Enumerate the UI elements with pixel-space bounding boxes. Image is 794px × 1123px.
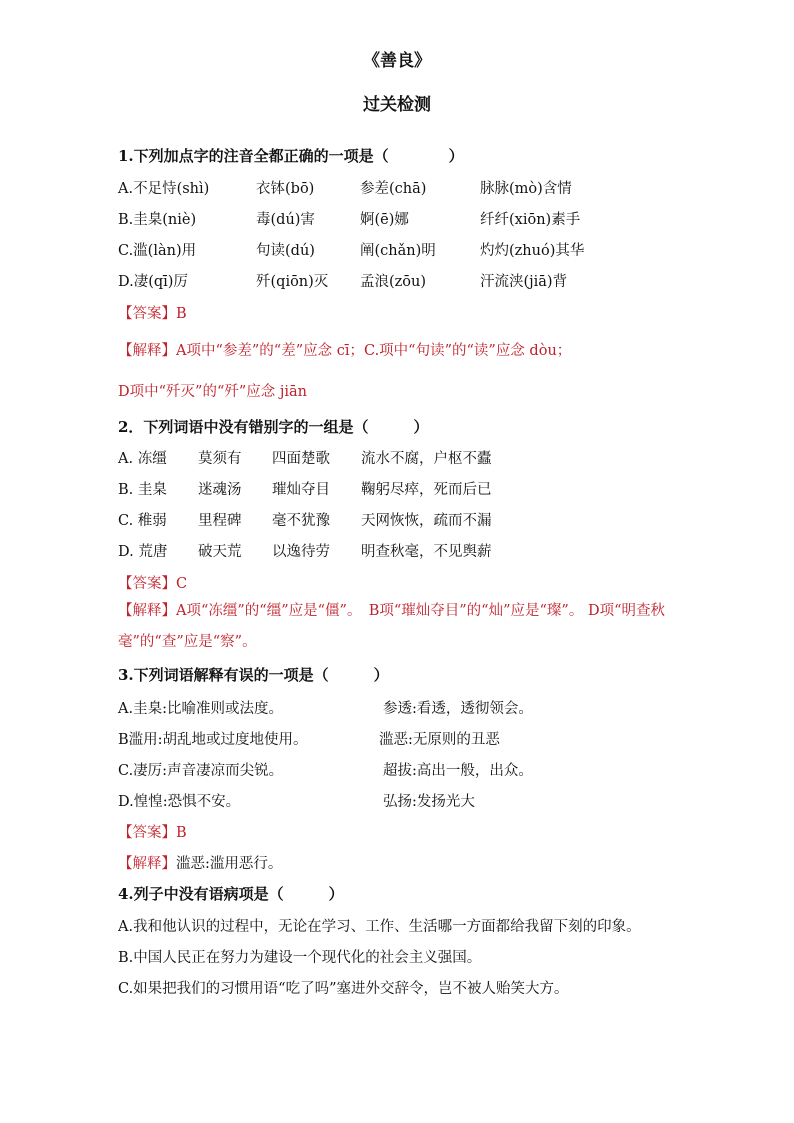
q2-row-b-col1: B. 圭臬: [118, 482, 167, 498]
q1-row-b-col3: 婀(ē)娜: [360, 212, 409, 228]
q2-row-b-col3: 璀灿夺目: [272, 482, 330, 498]
q1-row-b-col2: 毒(dú)害: [256, 212, 315, 228]
document-title: 《善良》: [363, 51, 431, 71]
q1-row-b-col1: B.圭臬(niè): [118, 212, 197, 228]
q2-row-a-col2: 莫须有: [198, 451, 242, 467]
q3-answer-label: 【答案】: [118, 825, 176, 841]
q3-stem: 3.下列词语解释有误的一项是（ ）: [118, 666, 389, 684]
q1-row-c-col2: 句读(dú): [256, 243, 315, 259]
q1-row-a-col2: 衣钵(bō): [256, 181, 315, 197]
q4-option-b: B.中国人民正在努力为建设一个现代化的社会主义强国。: [118, 950, 482, 966]
q2-row-c-col4: 天网恢恢，疏而不漏: [361, 513, 492, 529]
q2-row-a-col3: 四面楚歌: [272, 451, 330, 467]
q3-row-c-right: 超拔:高出一般，出众。: [383, 763, 533, 779]
q2-expl-text: A项“冻缰”的“缰”应是“僵”。 B项“璀灿夺目”的“灿”应是“璨”。 D项“明查秋毫”的“查”应是“察”。: [118, 603, 665, 650]
q1-row-b-col4: 纤纤(xiōn)素手: [480, 212, 581, 228]
q3-explanation: [118, 852, 282, 873]
q3-row-d-left: D.惶惶:恐惧不安。: [118, 794, 241, 810]
q3-row-b-right: 滥恶:无原则的丑恶: [379, 732, 500, 748]
q2-row-c-col3: 毫不犹豫: [272, 513, 330, 529]
q1-explanation-line1: [118, 339, 571, 360]
q1-row-d-col3: 孟浪(zōu): [360, 274, 427, 290]
q2-stem: 2．下列词语中没有错别字的一组是（ ）: [118, 418, 429, 436]
q1-expl-text1: A项中“参差”的“差”应念 cī；C.项中“句读”的“读”应念 dòu；: [176, 343, 572, 359]
q2-expl-label: 【解释】: [118, 603, 176, 619]
q3-row-a-right: 参透:看透，透彻领会。: [383, 701, 533, 717]
q3-row-a-left: A.圭臬:比喻准则或法度。: [118, 701, 283, 717]
q2-row-a-col4: 流水不腐，户枢不蠹: [361, 451, 492, 467]
q2-row-d-col3: 以逸待劳: [272, 544, 330, 560]
q1-row-d-col4: 汗流浃(jiā)背: [480, 274, 568, 290]
q2-row-b-col2: 迷魂汤: [198, 482, 242, 498]
q2-row-d-col2: 破天荒: [198, 544, 242, 560]
q1-row-c-col4: 灼灼(zhuó)其华: [480, 243, 585, 259]
q2-row-c-col2: 里程碑: [198, 513, 242, 529]
q2-row-a-col1: A. 冻缰: [118, 451, 167, 467]
q4-option-a: A.我和他认识的过程中，无论在学习、工作、生活哪一方面都给我留下刻的印象。: [118, 919, 641, 935]
q1-expl-label: 【解释】: [118, 343, 176, 359]
q2-answer-value: C: [176, 576, 188, 592]
q1-row-d-col2: 歼(qiōn)灭: [256, 274, 329, 290]
q1-row-d-col1: D.凄(qī)厉: [118, 274, 188, 290]
q2-row-b-col4: 鞠躬尽瘁，死而后已: [361, 482, 492, 498]
q1-answer-value: B: [176, 306, 187, 322]
q2-row-c-col1: C. 稚弱: [118, 513, 167, 529]
q3-answer: [118, 821, 187, 842]
q2-explanation: [118, 596, 678, 658]
q1-answer: [118, 302, 187, 323]
q1-stem: 1.下列加点字的注音全都正确的一项是（ ）: [118, 147, 464, 165]
q3-answer-value: B: [176, 825, 187, 841]
q1-row-a-col3: 参差(chā): [360, 181, 427, 197]
q1-row-c-col3: 阐(chǎn)明: [360, 243, 436, 259]
q1-answer-label: 【答案】: [118, 306, 176, 322]
q2-row-d-col4: 明查秋毫，不见舆薪: [361, 544, 492, 560]
q3-row-c-left: C.凄厉:声音凄凉而尖锐。: [118, 763, 284, 779]
q3-row-d-right: 弘扬:发扬光大: [383, 794, 475, 810]
q1-row-a-col4: 脉脉(mò)含情: [480, 181, 572, 197]
q2-answer: [118, 572, 187, 593]
q3-row-b-left: B滥用:胡乱地或过度地使用。: [118, 732, 308, 748]
q2-row-d-col1: D. 荒唐: [118, 544, 168, 560]
q2-answer-label: 【答案】: [118, 576, 176, 592]
q4-stem: 4.列子中没有语病项是（ ）: [118, 885, 344, 903]
q1-row-c-col1: C.滥(làn)用: [118, 243, 197, 259]
q3-expl-label: 【解释】: [118, 856, 176, 872]
document-subtitle: 过关检测: [363, 95, 431, 115]
q1-explanation-line2: D项中“歼灭”的“歼”应念 jiān: [118, 384, 308, 400]
q3-expl-text: 滥恶:滥用恶行。: [176, 856, 283, 872]
q1-row-a-col1: A.不足恃(shì): [118, 181, 210, 197]
q4-option-c: C.如果把我们的习惯用语“吃了吗”塞进外交辞令，岂不被人贻笑大方。: [118, 981, 569, 997]
